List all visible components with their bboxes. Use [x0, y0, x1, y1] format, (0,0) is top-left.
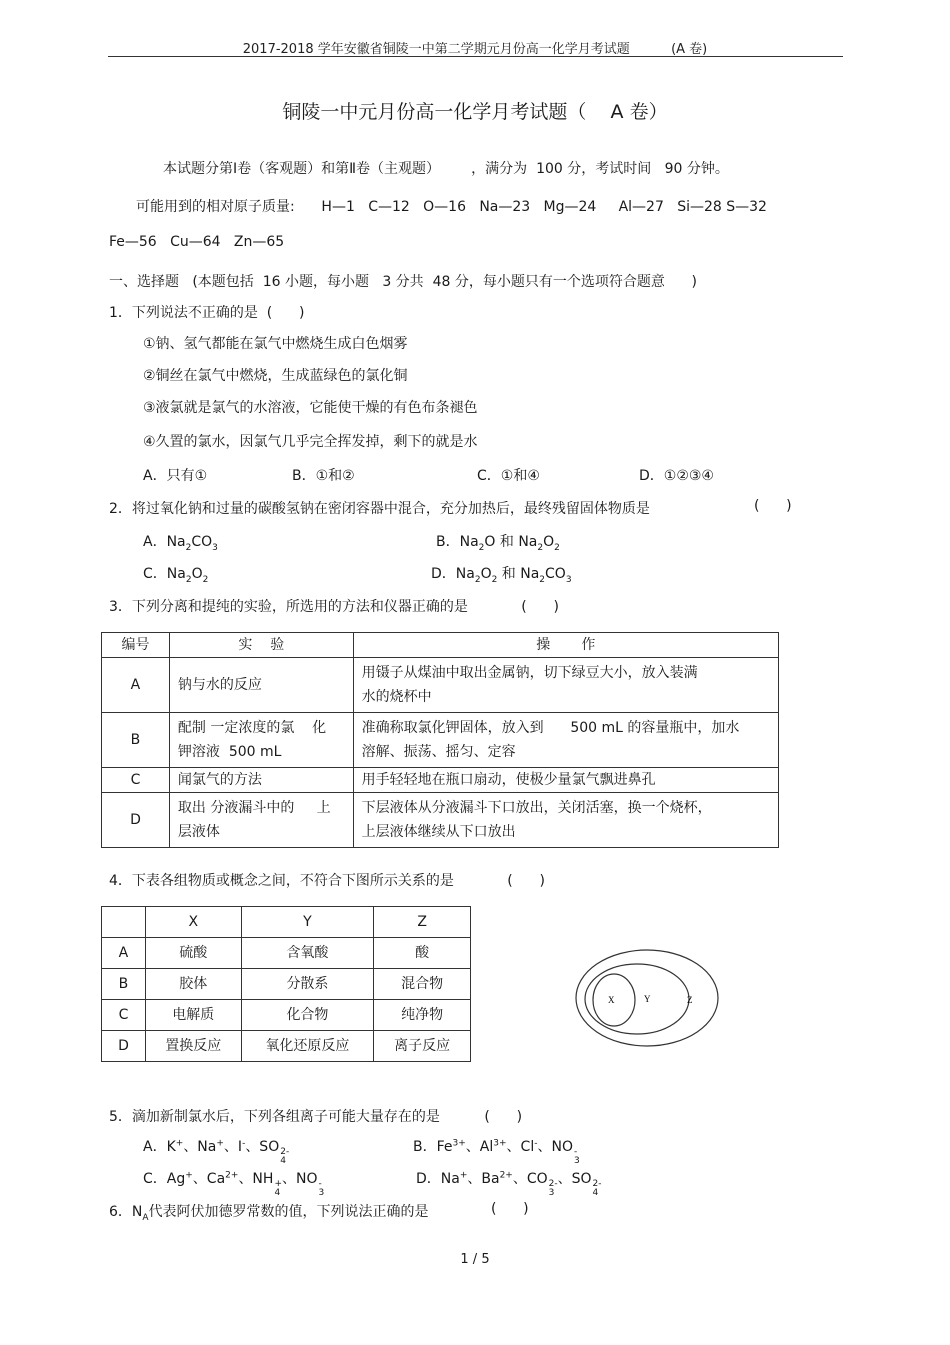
q1-item-3: ③液氯就是氯气的水溶液，它能使干燥的有色布条褪色	[143, 400, 478, 416]
row-operation: 下层液体从分液漏斗下口放出，关闭活塞，换一个烧杯， 上层液体继续从下口放出	[353, 793, 778, 848]
table-row	[102, 768, 779, 793]
header-z: Z	[374, 907, 471, 938]
cell-x: 硫酸	[145, 938, 241, 969]
q5-option-c: C．Ag+、$Ca^{2+}$、NH + 4 、NO - 3	[143, 1170, 325, 1198]
q1-stem: 1．下列说法不正确的是 ( )	[109, 305, 305, 321]
table-row	[102, 1000, 471, 1031]
venn-diagram	[572, 946, 722, 1050]
intro-text: 本试题分第Ⅰ卷（客观题）和第Ⅱ卷（主观题） ，满分为 100 分，考试时间 90 分钟。	[163, 161, 729, 177]
atomic-masses-line-2: Fe—56 Cu—64 Zn—65	[109, 234, 285, 250]
q1-item-4: ④久置的氯水，因氯气几乎完全挥发掉，剩下的就是水	[143, 434, 478, 450]
cell-x: 电解质	[145, 1000, 241, 1031]
q2-option-b: B．$Na_2O$ 和 $Na_2O_2$	[436, 534, 560, 553]
q2-option-a: A．$Na_2CO_3$	[143, 534, 218, 553]
row-label: A	[102, 938, 146, 969]
row-operation: 准确称取氯化钾固体，放入到 500 mL 的容量瓶中，加水 溶解、振荡、摇匀、定容	[353, 713, 778, 768]
q3-table	[101, 632, 779, 848]
cell-y: 含氧酸	[241, 938, 374, 969]
venn-label-x: X	[608, 995, 615, 1005]
row-label: B	[102, 713, 170, 768]
row-experiment: 取出 分液漏斗中的 上 层液体	[169, 793, 353, 848]
table-header-row	[102, 907, 471, 938]
row-label: D	[102, 793, 170, 848]
q2-answer-paren: ( )	[754, 498, 792, 514]
row-operation: 用手轻轻地在瓶口扇动，使极少量氯气飘进鼻孔	[353, 768, 778, 793]
q6-answer-paren: ( )	[491, 1201, 529, 1217]
cell-z: 离子反应	[374, 1031, 471, 1062]
row-label: C	[102, 768, 170, 793]
q1-item-2: ②铜丝在氯气中燃烧，生成蓝绿色的氯化铜	[143, 368, 408, 384]
header-operation: 操 作	[353, 633, 778, 658]
cell-x: 置换反应	[145, 1031, 241, 1062]
header-rule	[108, 56, 843, 57]
q2-option-d: D．$Na_2O_2$ 和 $Na_2CO_3$	[431, 566, 572, 585]
row-operation: 用镊子从煤油中取出金属钠，切下绿豆大小，放入装满 水的烧杯中	[353, 658, 778, 713]
header-number: 编号	[102, 633, 170, 658]
row-label: D	[102, 1031, 146, 1062]
header-x: X	[145, 907, 241, 938]
q5-option-a: A．K+、Na+、I-、SO 2- 4	[143, 1138, 290, 1166]
page-header: 2017-2018 学年安徽省铜陵一中第二学期元月份高一化学月考试题 (A 卷)	[242, 42, 708, 57]
cell-z: 酸	[374, 938, 471, 969]
row-experiment: 配制 一定浓度的氯 化 钾溶液 500 mL	[169, 713, 353, 768]
header-experiment: 实 验	[169, 633, 353, 658]
table-row	[102, 938, 471, 969]
q1-option-d: D．①②③④	[639, 468, 714, 484]
header-y: Y	[241, 907, 374, 938]
table-row	[102, 969, 471, 1000]
venn-y-ellipse	[585, 964, 689, 1034]
table-row	[102, 793, 779, 848]
row-label: B	[102, 969, 146, 1000]
q3-stem: 3．下列分离和提纯的实验，所选用的方法和仪器正确的是 ( )	[109, 599, 559, 615]
row-experiment: 闻氯气的方法	[169, 768, 353, 793]
cell-y: 氧化还原反应	[241, 1031, 374, 1062]
page-title: 铜陵一中元月份高一化学月考试题（ A 卷）	[282, 101, 668, 123]
q1-option-a: A．只有①	[143, 468, 208, 484]
atomic-masses-line-1: 可能用到的相对原子质量: H—1 C—12 O—16 Na—23 Mg—24 Al—27 Si—28 S—32	[136, 199, 767, 215]
q5-option-d: D．Na+、$Ba^{2+}$、CO 2- 3 、SO 2- 4	[416, 1170, 602, 1198]
q1-option-c: C．①和④	[477, 468, 540, 484]
cell-x: 胶体	[145, 969, 241, 1000]
q2-option-c: C．$Na_2O_2$	[143, 566, 209, 585]
q4-stem: 4．下表各组物质或概念之间，不符合下图所示关系的是 ( )	[109, 873, 545, 889]
table-row	[102, 1031, 471, 1062]
table-header-row	[102, 633, 779, 658]
page-number: 1 / 5	[460, 1252, 490, 1267]
row-label: A	[102, 658, 170, 713]
venn-label-z: Z	[687, 995, 693, 1005]
cell-z: 纯净物	[374, 1000, 471, 1031]
cell-y: 化合物	[241, 1000, 374, 1031]
section-heading: 一、选择题 (本题包括 16 小题，每小题 3 分共 48 分，每小题只有一个选项符合题意 )	[109, 274, 698, 290]
q1-option-b: B．①和②	[292, 468, 355, 484]
q1-item-1: ①钠、氢气都能在氯气中燃烧生成白色烟雾	[143, 336, 408, 352]
row-experiment: 钠与水的反应	[169, 658, 353, 713]
header-empty	[102, 907, 146, 938]
row-label: C	[102, 1000, 146, 1031]
table-row	[102, 713, 779, 768]
cell-z: 混合物	[374, 969, 471, 1000]
q4-table	[101, 906, 471, 1062]
q6-stem: 6．$N_A$代表阿伏加德罗常数的值，下列说法正确的是	[109, 1204, 429, 1223]
venn-label-y: Y	[644, 994, 651, 1004]
cell-y: 分散系	[241, 969, 374, 1000]
q5-stem: 5．滴加新制氯水后，下列各组离子可能大量存在的是 ( )	[109, 1109, 523, 1125]
q2-stem: 2．将过氧化钠和过量的碳酸氢钠在密闭容器中混合，充分加热后，最终残留固体物质是	[109, 501, 650, 517]
q5-option-b: B．$Fe^{3+}$、$Al^{3+}$、Cl-、NO - 3	[413, 1138, 580, 1166]
table-row	[102, 658, 779, 713]
